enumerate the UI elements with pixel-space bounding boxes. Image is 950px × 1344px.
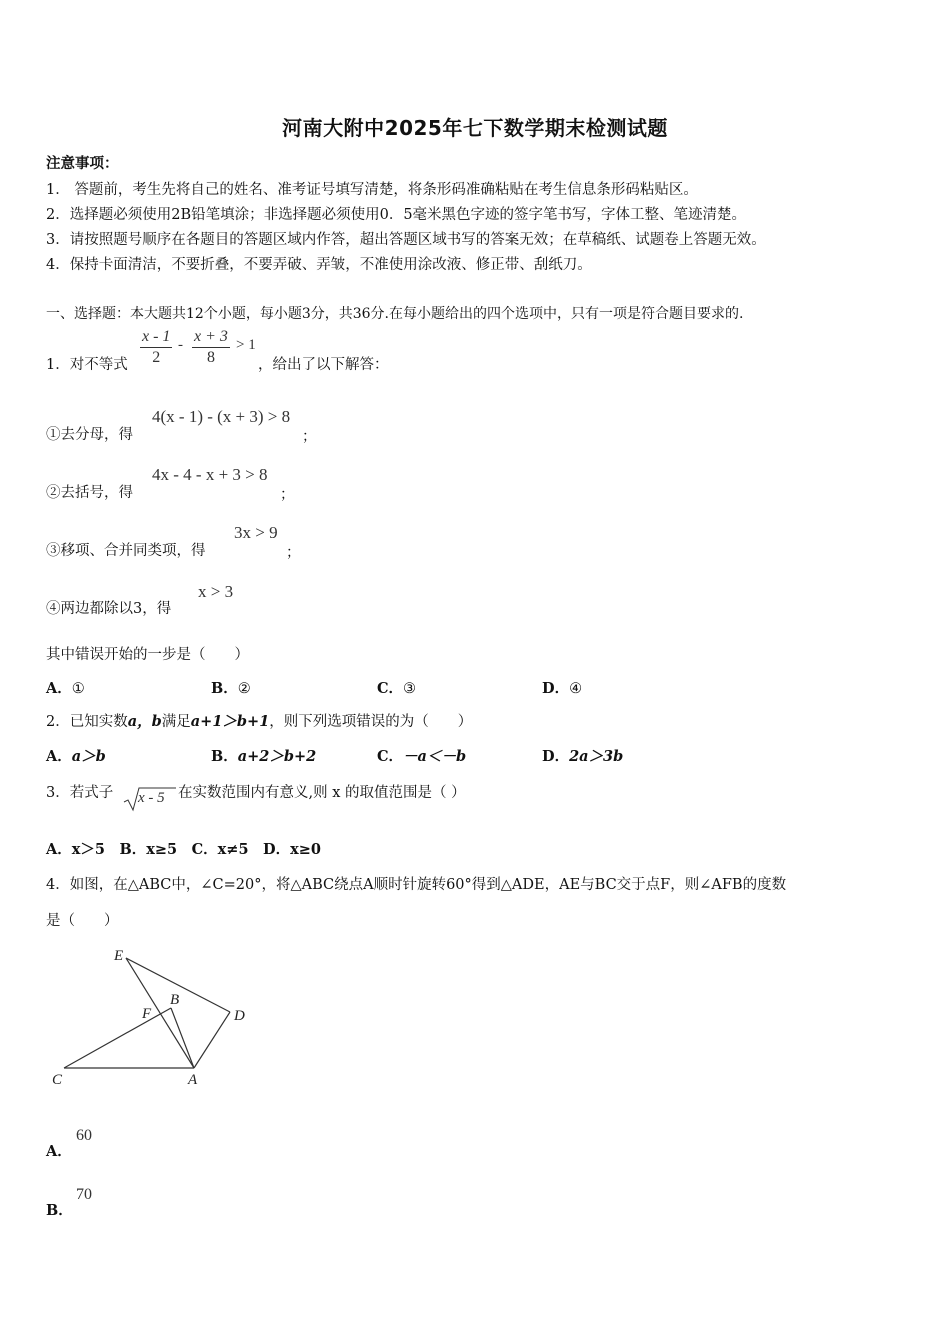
q4-line-2: 是（ ） xyxy=(46,913,119,929)
label-f: F xyxy=(142,1006,152,1022)
q1-option-b-letter: B． xyxy=(211,680,238,697)
q1-step-2-end: ； xyxy=(280,487,295,503)
q2-stem-c: ，则下列选项错误的为（ ） xyxy=(269,714,473,730)
q2-option-c-letter: C． xyxy=(377,748,404,765)
segment-da xyxy=(194,1012,230,1068)
q4-line-1: 4．如图，在△ABC中，∠C=20°，将△ABC绕点A顺时针旋转60°得到△ADE，AE与BC交于点F，则∠AFB的度数 xyxy=(46,877,787,893)
q1-gt: > 1 xyxy=(236,337,256,353)
q2-stem-a: 2．已知实数 xyxy=(46,714,128,730)
q1-option-a-letter: A． xyxy=(46,680,72,697)
q2-option-c xyxy=(377,745,466,766)
q1-step-2-expr: 4x - 4 - x + 3 > 8 xyxy=(152,465,268,484)
q1-option-d-letter: D． xyxy=(542,680,570,697)
q4-figure xyxy=(46,940,266,1090)
q4-option-b-value: 70 xyxy=(76,1186,92,1203)
q1-frac2-num: x + 3 xyxy=(192,327,230,348)
q3-radicand: x - 5 xyxy=(138,790,165,806)
q1-step-4-label: ④两边都除以3，得 xyxy=(46,601,172,617)
label-e: E xyxy=(114,948,124,964)
q1-option-b xyxy=(211,677,251,698)
q2-stem xyxy=(46,710,472,731)
q2-stem-b: 满足 xyxy=(161,714,191,730)
q1-step-1-end: ； xyxy=(302,429,317,445)
notice-item-3: 3．请按照题号顺序在各题目的答题区域内作答，超出答题区域书写的答案无效；在草稿纸、试题卷上答题无效。 xyxy=(46,232,766,248)
label-a: A xyxy=(188,1072,198,1088)
q1-fraction-2 xyxy=(192,327,230,368)
q2-option-d-text: 2a＞3b xyxy=(569,748,624,765)
q2-option-d-letter: D． xyxy=(542,748,570,765)
segment-cb xyxy=(64,1008,171,1068)
q1-frac1-den: 2 xyxy=(152,349,161,366)
q2-option-d xyxy=(542,745,623,766)
q1-step-4-expr: x > 3 xyxy=(198,582,234,601)
q2-option-a-letter: A． xyxy=(46,748,72,765)
q2-stem-vars: a，b xyxy=(127,713,162,730)
q1-step-3-label: ③移项、合并同类项，得 xyxy=(46,543,206,559)
q2-option-c-text: －a＜－b xyxy=(403,748,467,765)
q1-step-3-end: ； xyxy=(286,545,301,561)
q1-question: 其中错误开始的一步是（ ） xyxy=(46,647,249,663)
notice-heading: 注意事项： xyxy=(46,155,119,172)
q3-suffix: 在实数范围内有意义,则 x 的取值范围是（ ） xyxy=(178,785,466,801)
q1-option-d xyxy=(542,677,582,698)
q2-option-b xyxy=(211,745,316,766)
section-heading: 一、选择题：本大题共12个小题，每小题3分，共36分.在每小题给出的四个选项中，只有一项是符合题目要求的. xyxy=(46,306,744,322)
q1-suffix: ，给出了以下解答： xyxy=(258,357,389,373)
q4-option-a-value: 60 xyxy=(76,1127,92,1144)
q1-step-1-expr: 4(x - 1) - (x + 3) > 8 xyxy=(152,407,291,426)
notice-item-2: 2．选择题必须使用2B铅笔填涂；非选择题必须使用0．5毫米黑色字迹的签字笔书写，字体工整、笔迹清楚。 xyxy=(46,207,747,223)
q3-prefix: 3．若式子 xyxy=(46,785,114,801)
q2-option-a-text: a＞b xyxy=(71,748,106,765)
q1-option-a xyxy=(46,677,85,698)
label-b: B xyxy=(170,992,180,1008)
notice-item-1: 1． 答题前，考生先将自己的姓名、准考证号填写清楚，将条形码准确粘贴在考生信息条形码粘贴区。 xyxy=(46,182,698,198)
q1-option-b-text: ② xyxy=(237,681,251,697)
q1-option-c-letter: C． xyxy=(377,680,404,697)
page-title: 河南大附中2025年七下数学期末检测试题 xyxy=(282,116,668,140)
q4-option-b-letter: B． xyxy=(46,1202,73,1219)
notice-item-4: 4．保持卡面清洁，不要折叠，不要弄破、弄皱，不准使用涂改液、修正带、刮纸刀。 xyxy=(46,257,592,273)
q1-prefix: 1．对不等式 xyxy=(46,357,128,373)
q4-option-a-letter: A． xyxy=(46,1143,72,1160)
q1-minus: - xyxy=(178,337,183,353)
q1-step-1-label: ①去分母，得 xyxy=(46,427,133,443)
q1-option-d-text: ④ xyxy=(569,681,583,697)
q1-option-c xyxy=(377,677,416,698)
q2-option-b-letter: B． xyxy=(211,748,238,765)
q3-options: A．x＞5 B．x≥5 C．x≠5 D．x≥0 xyxy=(46,841,322,858)
segment-ba xyxy=(171,1008,194,1068)
q1-option-a-text: ① xyxy=(71,681,85,697)
q2-option-b-text: a+2＞b+2 xyxy=(237,748,317,765)
segment-ea xyxy=(126,958,194,1068)
label-c: C xyxy=(52,1072,63,1088)
q1-option-c-text: ③ xyxy=(403,681,417,697)
label-d: D xyxy=(234,1008,245,1024)
q1-frac1-num: x - 1 xyxy=(140,327,172,348)
q2-option-a xyxy=(46,745,106,766)
q1-fraction-1 xyxy=(140,327,172,368)
q1-step-3-expr: 3x > 9 xyxy=(234,523,278,542)
q1-frac2-den: 8 xyxy=(206,349,215,366)
q1-step-2-label: ②去括号，得 xyxy=(46,485,133,501)
q2-stem-cond: a+1＞b+1 xyxy=(190,713,270,730)
